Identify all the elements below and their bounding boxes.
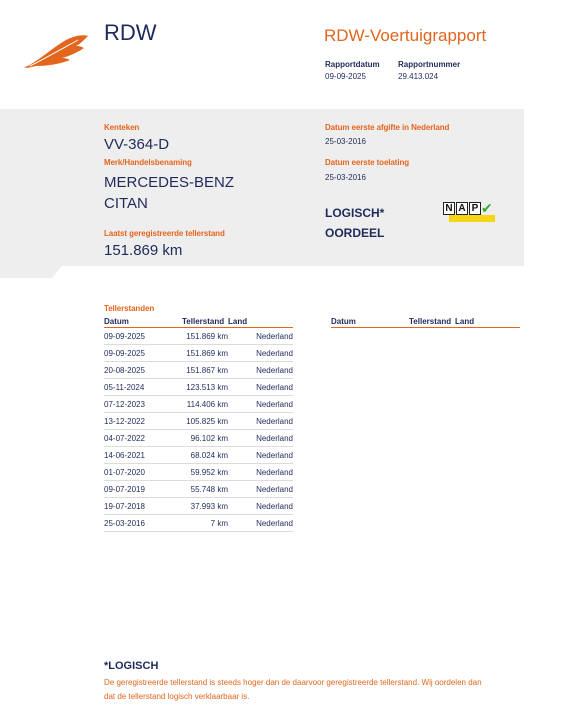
row-tellerstand: 151.869 km	[182, 328, 228, 345]
row-datum: 09-07-2019	[104, 481, 182, 498]
rapportnummer-value: 29.413.024	[398, 72, 439, 81]
row-land: Nederland	[228, 498, 293, 515]
merk-value-line1: MERCEDES-BENZ	[104, 174, 235, 191]
table-row	[104, 447, 293, 464]
row-datum: 09-09-2025	[104, 345, 182, 362]
row-datum: 14-06-2021	[104, 447, 182, 464]
tellerstanden-title: Tellerstanden	[104, 304, 155, 313]
row-tellerstand: 55.748 km	[182, 481, 228, 498]
row-datum: 25-03-2016	[104, 515, 182, 532]
merk-value-line2: CITAN	[104, 195, 148, 212]
row-tellerstand: 7 km	[182, 515, 228, 532]
row-tellerstand: 96.102 km	[182, 430, 228, 447]
col-land-2: Land	[455, 316, 520, 328]
row-land: Nederland	[228, 515, 293, 532]
row-land: Nederland	[228, 379, 293, 396]
table-row	[104, 481, 293, 498]
table-row	[104, 362, 293, 379]
row-land: Nederland	[228, 430, 293, 447]
nap-letter-n: N	[443, 202, 455, 215]
footnote-line1: De geregistreerde tellerstand is steeds hoger dan de daarvoor geregistreerde tellerstand. Wij oordelen dan	[104, 678, 482, 687]
vehicle-info-band	[0, 109, 524, 266]
row-land: Nederland	[228, 345, 293, 362]
table-row	[104, 498, 293, 515]
row-land: Nederland	[228, 413, 293, 430]
col-tellerstand: Tellerstand	[182, 316, 228, 328]
kenteken-value: VV-364-D	[104, 136, 170, 153]
col-land: Land	[228, 316, 293, 328]
row-datum: 09-09-2025	[104, 328, 182, 345]
rdw-feather-logo-icon	[22, 30, 92, 72]
oordeel-line2: OORDEEL	[325, 226, 385, 240]
table-row	[104, 464, 293, 481]
nap-letter-a: A	[456, 202, 468, 215]
row-tellerstand: 59.952 km	[182, 464, 228, 481]
oordeel-line1: LOGISCH*	[325, 206, 385, 220]
table-row	[104, 396, 293, 413]
table-row	[104, 413, 293, 430]
merk-label: Merk/Handelsbenaming	[104, 158, 192, 167]
afgifte-label: Datum eerste afgifte in Nederland	[325, 123, 450, 132]
table-row	[104, 328, 293, 345]
table-row	[104, 430, 293, 447]
row-land: Nederland	[228, 328, 293, 345]
row-datum: 13-12-2022	[104, 413, 182, 430]
row-land: Nederland	[228, 447, 293, 464]
row-datum: 07-12-2023	[104, 396, 182, 413]
col-datum-2: Datum	[331, 316, 409, 328]
afgifte-value: 25-03-2016	[325, 137, 366, 146]
table-row	[104, 515, 293, 532]
row-land: Nederland	[228, 396, 293, 413]
rapportnummer-label: Rapportnummer	[398, 60, 461, 69]
nap-badge	[443, 202, 496, 222]
row-datum: 04-07-2022	[104, 430, 182, 447]
table-row	[104, 345, 293, 362]
tellerstand-label: Laatst geregistreerde tellerstand	[104, 229, 225, 238]
row-tellerstand: 114.406 km	[182, 396, 228, 413]
footnote-line2: dat de tellerstand logisch verklaarbaar is.	[104, 692, 250, 701]
row-datum: 05-11-2024	[104, 379, 182, 396]
kenteken-label: Kenteken	[104, 123, 140, 132]
tellerstand-value: 151.869 km	[104, 242, 183, 259]
row-datum: 20-08-2025	[104, 362, 182, 379]
row-datum: 01-07-2020	[104, 464, 182, 481]
footnote-title: *LOGISCH	[104, 660, 159, 672]
row-land: Nederland	[228, 481, 293, 498]
rapportdatum-value: 09-09-2025	[325, 72, 366, 81]
row-land: Nederland	[228, 464, 293, 481]
row-tellerstand: 151.869 km	[182, 345, 228, 362]
nap-check-icon: ✔	[481, 200, 493, 216]
row-tellerstand: 37.993 km	[182, 498, 228, 515]
table-row	[104, 379, 293, 396]
toelating-label: Datum eerste toelating	[325, 158, 410, 167]
tellerstanden-table	[104, 316, 293, 532]
report-title: RDW-Voertuigrapport	[324, 26, 487, 45]
nap-letter-p: P	[469, 202, 481, 215]
toelating-value: 25-03-2016	[325, 173, 366, 182]
rapportdatum-label: Rapportdatum	[325, 60, 380, 69]
tellerstanden-table-2	[331, 316, 520, 328]
row-tellerstand: 105.825 km	[182, 413, 228, 430]
band-notch	[0, 266, 62, 278]
col-tellerstand-2: Tellerstand	[409, 316, 455, 328]
row-tellerstand: 123.513 km	[182, 379, 228, 396]
row-tellerstand: 151.867 km	[182, 362, 228, 379]
row-land: Nederland	[228, 362, 293, 379]
row-tellerstand: 68.024 km	[182, 447, 228, 464]
col-datum: Datum	[104, 316, 182, 328]
brand-name: RDW	[104, 20, 157, 45]
row-datum: 19-07-2018	[104, 498, 182, 515]
